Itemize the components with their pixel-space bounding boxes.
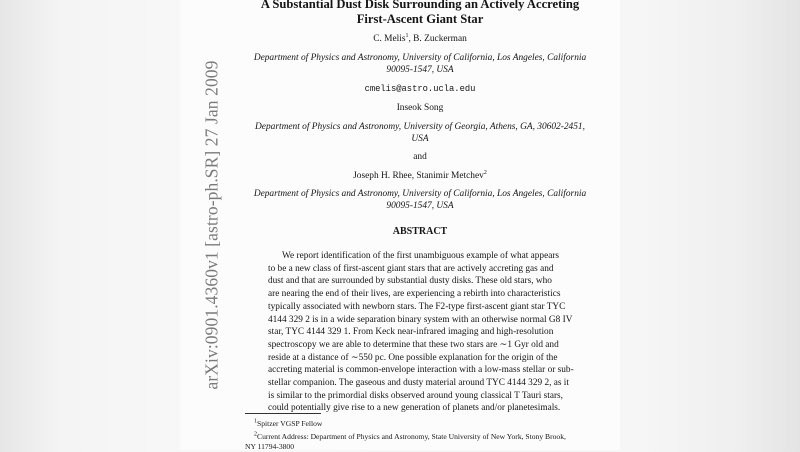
paper-title-line-2: First-Ascent Giant Star bbox=[356, 12, 484, 26]
author-zuckerman: , B. Zuckerman bbox=[408, 34, 467, 44]
footnote-mark-1: 1 bbox=[405, 32, 409, 39]
abstract-line: spectroscopy we are able to determine that these two stars are ∼1 Gyr old and bbox=[268, 339, 559, 350]
affiliation-uga-line-2: USA bbox=[411, 134, 429, 144]
abstract-line: dust and that are surrounded by substantial dusty disks. These old stars, who bbox=[268, 276, 552, 287]
author-email[interactable]: cmelis@astro.ucla.edu bbox=[364, 84, 476, 94]
footnote-1-mark: 1 bbox=[254, 418, 257, 425]
author-melis: C. Melis bbox=[373, 34, 406, 44]
footnote-divider bbox=[245, 413, 321, 414]
footnote-mark-2: 2 bbox=[483, 169, 487, 176]
abstract-line: typically associated with newborn stars. The F2-type first-ascent giant star TYC bbox=[268, 301, 566, 312]
abstract-line: reside at a distance of ∼550 pc. One possible explanation for the origin of the bbox=[268, 352, 558, 363]
paper-title-line-1: A Substantial Dust Disk Surrounding an Actively Accreting bbox=[260, 0, 580, 11]
abstract-line: is similar to the primordial disks observed around young classical T Tauri stars, bbox=[268, 390, 563, 401]
abstract-line: could potentially give rise to a new generation of planets and/or planetesimals. bbox=[268, 403, 561, 414]
author-line-3 bbox=[244, 171, 596, 182]
footnote-1 bbox=[254, 419, 322, 429]
affiliation-uga-line-1: Department of Physics and Astronomy, University of Georgia, Athens, GA, 30602-2451, bbox=[255, 122, 585, 132]
authors-rhee-metchev: Joseph H. Rhee, Stanimir Metchev bbox=[353, 171, 484, 181]
abstract-line: accreting material is common-envelope interaction with a low-mass stellar or sub- bbox=[268, 365, 574, 376]
footnote-2-line-2: NY 11794-3800 bbox=[245, 442, 295, 451]
footnote-2-line-1 bbox=[254, 432, 566, 442]
footnote-1-text: Spitzer VGSP Fellow bbox=[257, 419, 323, 428]
and-separator: and bbox=[413, 152, 427, 162]
footnote-2-mark: 2 bbox=[254, 431, 257, 438]
affiliation-ucla2-line-1: Department of Physics and Astronomy, University of California, Los Angeles, California bbox=[253, 189, 587, 199]
affiliation-ucla-line-1: Department of Physics and Astronomy, University of California, Los Angeles, California bbox=[253, 53, 587, 63]
abstract-line: to be a new class of first-ascent giant stars that are actively accreting gas and bbox=[268, 263, 554, 274]
abstract-line: are nearing the end of their lives, are experiencing a rebirth into characteristics bbox=[268, 289, 561, 300]
affiliation-ucla-line-2: 90095-1547, USA bbox=[386, 65, 454, 75]
footnote-2-text: Current Address: Department of Physics and Astronomy, State University of New York, Stony Brook, bbox=[257, 432, 566, 441]
abstract-line: We report identification of the first unambiguous example of what appears bbox=[282, 251, 560, 261]
abstract-line: star, TYC 4144 329 1. From Keck near-infrared imaging and high-resolution bbox=[268, 327, 554, 338]
author-line-1 bbox=[244, 34, 596, 45]
affiliation-ucla2-line-2: 90095-1547, USA bbox=[386, 201, 454, 211]
arxiv-identifier[interactable]: arXiv:0901.4360v1 [astro-ph.SR] 27 Jan 2009 bbox=[201, 60, 222, 390]
abstract-heading: ABSTRACT bbox=[392, 226, 448, 237]
abstract-line: 4144 329 2 is in a wide separation binary system with an otherwise normal G8 IV bbox=[268, 314, 573, 325]
author-song: Inseok Song bbox=[396, 103, 444, 113]
abstract-line: stellar companion. The gaseous and dusty material around TYC 4144 329 2, as it bbox=[268, 378, 569, 388]
